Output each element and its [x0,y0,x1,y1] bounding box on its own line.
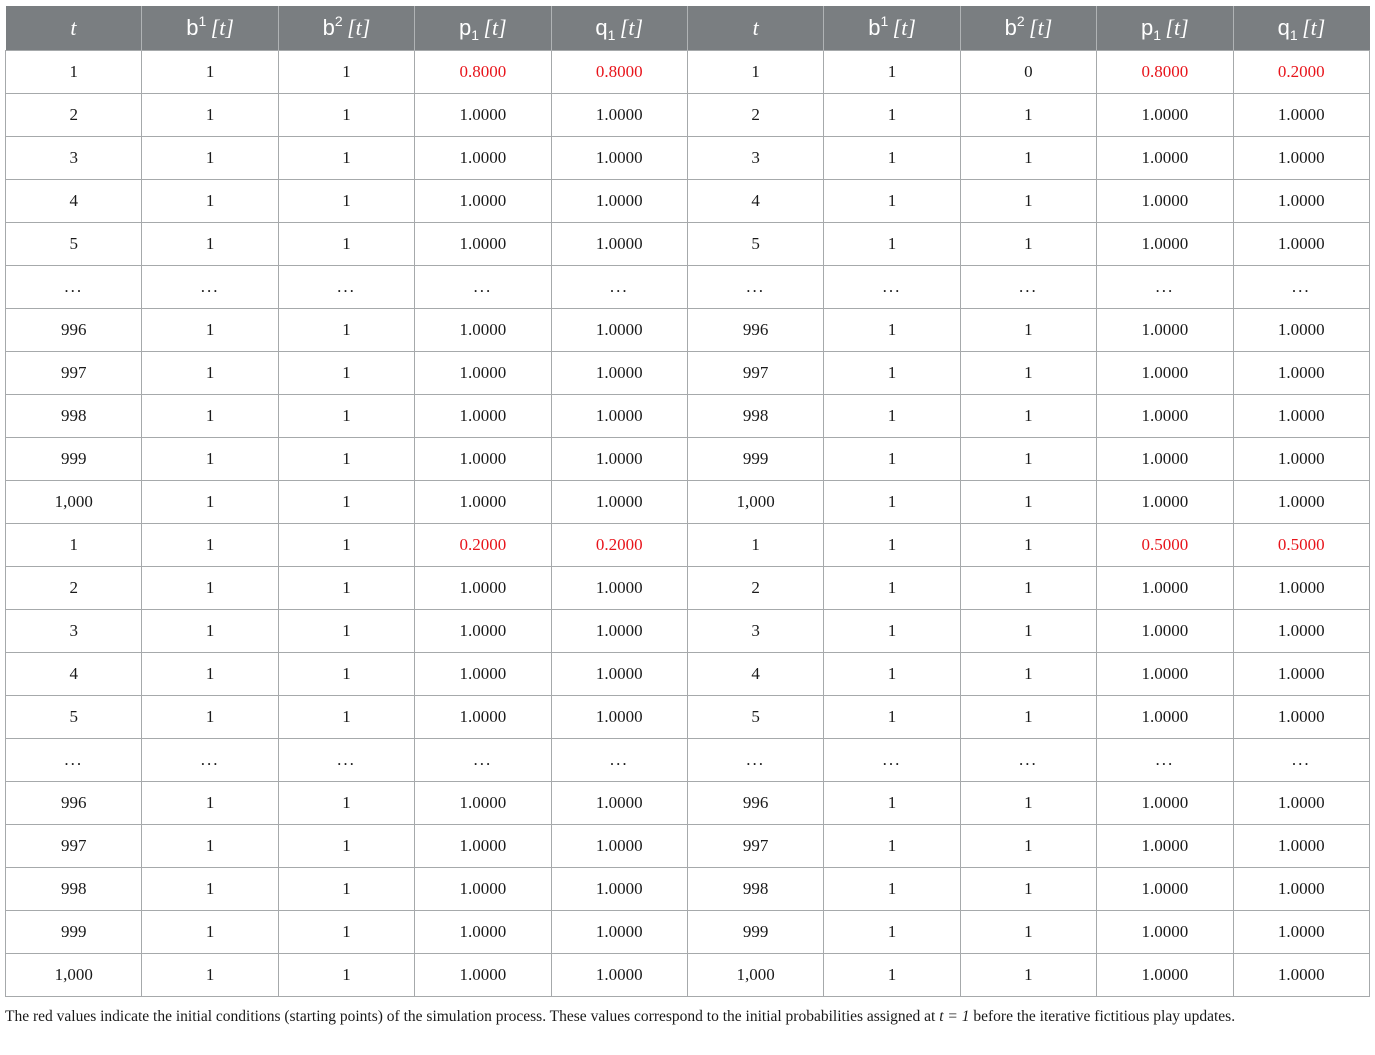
table-cell: ... [415,739,551,782]
table-container [5,6,1370,997]
table-cell: 1.0000 [1097,653,1233,696]
table-cell: 1 [142,395,278,438]
header-superscript: 1 [880,13,889,29]
table-cell: 1 [960,94,1096,137]
table-cell: 1.0000 [1233,653,1369,696]
table-cell: 0.2000 [1233,51,1369,94]
table-cell: ... [960,266,1096,309]
table-cell: 1 [278,223,414,266]
header-symbol: q [1277,15,1290,40]
table-cell: 1,000 [687,954,823,997]
table-cell: 1.0000 [1233,309,1369,352]
table-cell: 1.0000 [551,223,687,266]
table-cell: 1.0000 [1233,782,1369,825]
table-cell: ... [142,739,278,782]
table-cell: 5 [687,223,823,266]
table-cell: 996 [687,309,823,352]
table-cell: 4 [687,180,823,223]
table-cell: 1.0000 [1097,825,1233,868]
table-cell: 998 [687,868,823,911]
table-cell: 1 [278,954,414,997]
table-cell: 1 [824,696,960,739]
header-symbol: b [1004,15,1017,40]
table-cell: 1.0000 [415,481,551,524]
header-subscript: 1 [607,27,616,43]
table-cell: 1 [142,954,278,997]
header-symbol: p [459,15,472,40]
table-cell: 1.0000 [1097,954,1233,997]
table-cell: 1 [824,782,960,825]
table-cell: 1.0000 [551,352,687,395]
table-row [6,524,1370,567]
table-cell: 1 [142,653,278,696]
table-cell: 1 [960,137,1096,180]
table-cell: 1.0000 [415,610,551,653]
table-cell: 5 [6,223,142,266]
table-row [6,696,1370,739]
table-cell: 1 [142,223,278,266]
table-cell: 0.8000 [415,51,551,94]
footnote-math: t = 1 [939,1008,970,1025]
table-cell: 1,000 [687,481,823,524]
table-cell: 1 [960,481,1096,524]
table-cell: 1 [278,868,414,911]
table-cell: 1 [824,911,960,954]
header-superscript: 1 [198,13,207,29]
table-row [6,51,1370,94]
table-cell: 5 [687,696,823,739]
header-subscript: 1 [1289,27,1298,43]
table-cell: 1 [278,51,414,94]
column-header [142,6,278,51]
table-cell: 1 [142,309,278,352]
table-row [6,782,1370,825]
table-cell: 1 [278,610,414,653]
table-cell: ... [960,739,1096,782]
table-cell: 1.0000 [415,782,551,825]
table-cell: 1 [278,782,414,825]
table-cell: 996 [6,782,142,825]
header-symbol: b [322,15,335,40]
table-cell: 1.0000 [1097,137,1233,180]
table-cell: 996 [687,782,823,825]
table-cell: 0.8000 [551,51,687,94]
table-cell: 0.2000 [415,524,551,567]
simulation-table [5,6,1370,997]
table-cell: 1 [960,180,1096,223]
table-cell: 1 [960,610,1096,653]
table-cell: 1.0000 [1233,481,1369,524]
table-cell: 1 [824,395,960,438]
table-cell: 1.0000 [415,94,551,137]
table-cell: 1.0000 [551,137,687,180]
table-cell: 1.0000 [1097,309,1233,352]
table-cell: 1.0000 [415,223,551,266]
table-cell: 4 [6,180,142,223]
table-cell: 1.0000 [1233,395,1369,438]
table-cell: 1 [960,567,1096,610]
table-cell: 1.0000 [1233,954,1369,997]
table-cell: 1 [960,954,1096,997]
table-cell: 1 [142,51,278,94]
table-cell: 1.0000 [1097,610,1233,653]
table-cell: 3 [687,137,823,180]
header-argument: [t] [892,15,916,40]
table-cell: 1.0000 [1233,137,1369,180]
table-cell: 1.0000 [1097,352,1233,395]
table-cell: 999 [687,438,823,481]
table-cell: ... [824,266,960,309]
table-cell: 1 [278,94,414,137]
table-cell: 1 [824,567,960,610]
table-cell: 1.0000 [1097,180,1233,223]
table-cell: 1 [824,137,960,180]
table-cell: 1.0000 [551,868,687,911]
table-cell: 1 [960,868,1096,911]
table-row [6,653,1370,696]
table-cell: 1.0000 [551,481,687,524]
table-cell: 1.0000 [415,567,551,610]
table-cell: 1.0000 [1097,696,1233,739]
table-cell: 1 [824,653,960,696]
table-cell: 1.0000 [1233,223,1369,266]
table-cell: 1.0000 [415,309,551,352]
table-cell: 1.0000 [1233,352,1369,395]
table-cell: 1.0000 [551,438,687,481]
table-cell: 1.0000 [1233,438,1369,481]
table-cell: 997 [6,825,142,868]
column-header [1233,6,1369,51]
table-row [6,868,1370,911]
table-cell: 1.0000 [1233,180,1369,223]
table-cell: ... [824,739,960,782]
table-cell: ... [687,266,823,309]
table-cell: 1.0000 [415,137,551,180]
table-cell: 1.0000 [1097,481,1233,524]
table-row [6,567,1370,610]
table-cell: ... [551,739,687,782]
table-cell: 1.0000 [415,696,551,739]
table-cell: 1 [278,524,414,567]
table-cell: ... [1233,266,1369,309]
table-cell: 1 [824,51,960,94]
table-cell: 1 [824,825,960,868]
table-row [6,610,1370,653]
header-argument: [t] [483,15,507,40]
header-argument: [t] [1302,15,1326,40]
table-cell: 1.0000 [1097,395,1233,438]
table-cell: 1 [278,438,414,481]
table-cell: 1.0000 [1233,94,1369,137]
table-cell: 2 [687,94,823,137]
table-cell: 999 [6,438,142,481]
table-cell: 1.0000 [415,653,551,696]
table-cell: 1.0000 [551,825,687,868]
table-cell: 1 [278,180,414,223]
table-row [6,395,1370,438]
table-cell: 1.0000 [551,180,687,223]
table-cell: 1 [824,481,960,524]
header-row [6,6,1370,51]
column-header [6,6,142,51]
table-cell: 1.0000 [1233,567,1369,610]
table-cell: 1 [142,567,278,610]
table-cell: 1 [960,911,1096,954]
column-header [687,6,823,51]
table-cell: 1.0000 [415,395,551,438]
header-argument: [t] [1029,15,1053,40]
table-cell: 1 [142,180,278,223]
table-cell: 1 [960,309,1096,352]
table-cell: 1.0000 [415,352,551,395]
table-cell: 1 [142,481,278,524]
table-cell: 1 [142,696,278,739]
table-cell: ... [278,266,414,309]
table-cell: 1 [278,567,414,610]
table-cell: 1 [278,911,414,954]
table-cell: 1.0000 [415,868,551,911]
table-cell: 999 [687,911,823,954]
table-cell: ... [278,739,414,782]
table-row [6,739,1370,782]
table-cell: 1.0000 [551,653,687,696]
table-cell: 1 [824,524,960,567]
table-cell: 0 [960,51,1096,94]
table-cell: 1 [6,524,142,567]
table-cell: 998 [6,868,142,911]
table-body [6,51,1370,997]
table-row [6,266,1370,309]
table-cell: 1,000 [6,954,142,997]
table-cell: 1 [278,481,414,524]
footnote-text-before: The red values indicate the initial conditions (starting points) of the simulation process. These values correspond to the initial probabilities assigned at [5,1008,940,1025]
table-cell: 1 [960,223,1096,266]
table-cell: 4 [6,653,142,696]
table-row [6,352,1370,395]
table-cell: 0.5000 [1233,524,1369,567]
table-cell: 1 [278,309,414,352]
table-cell: 998 [687,395,823,438]
column-header [1097,6,1233,51]
table-cell: 1 [142,610,278,653]
table-cell: ... [1097,266,1233,309]
table-cell: ... [687,739,823,782]
table-cell: 2 [687,567,823,610]
table-cell: 1.0000 [1233,696,1369,739]
table-cell: 1 [960,825,1096,868]
header-symbol: b [186,15,199,40]
table-cell: ... [551,266,687,309]
table-cell: ... [1233,739,1369,782]
table-cell: 1 [687,51,823,94]
table-cell: ... [1097,739,1233,782]
table-row [6,825,1370,868]
table-cell: 1,000 [6,481,142,524]
table-cell: 1.0000 [551,567,687,610]
footnote-text-after: before the iterative fictitious play updates. [969,1008,1236,1025]
table-cell: 1.0000 [551,94,687,137]
table-cell: ... [142,266,278,309]
header-superscript: 2 [334,13,343,29]
table-cell: 1.0000 [1233,825,1369,868]
table-cell: 1.0000 [415,825,551,868]
column-header [551,6,687,51]
table-cell: 1.0000 [415,954,551,997]
table-cell: 1.0000 [551,696,687,739]
table-cell: 3 [687,610,823,653]
header-argument: t [752,15,759,40]
table-cell: 1 [142,911,278,954]
table-cell: 1.0000 [551,309,687,352]
table-cell: 1.0000 [1097,223,1233,266]
header-superscript: 2 [1016,13,1025,29]
table-cell: 1 [824,309,960,352]
table-cell: 1 [960,395,1096,438]
table-cell: ... [6,739,142,782]
table-cell: 997 [6,352,142,395]
header-symbol: q [595,15,608,40]
table-row [6,137,1370,180]
table-cell: 1 [960,653,1096,696]
table-cell: 3 [6,137,142,180]
table-cell: 1.0000 [415,180,551,223]
table-cell: 2 [6,94,142,137]
table-cell: 1 [142,782,278,825]
table-cell: 0.8000 [1097,51,1233,94]
table-cell: 1 [824,438,960,481]
table-cell: 1 [824,94,960,137]
table-cell: 1.0000 [1097,438,1233,481]
table-cell: 1 [960,352,1096,395]
table-cell: 1.0000 [551,782,687,825]
table-cell: 1 [960,524,1096,567]
table-cell: 1 [142,137,278,180]
table-cell: 1.0000 [551,911,687,954]
table-cell: 996 [6,309,142,352]
header-argument: [t] [210,15,234,40]
table-cell: 1 [824,868,960,911]
table-cell: 4 [687,653,823,696]
table-cell: 1 [824,223,960,266]
header-subscript: 1 [471,27,480,43]
table-row [6,223,1370,266]
header-symbol: p [1140,15,1154,40]
table-row [6,94,1370,137]
table-cell: 1 [142,524,278,567]
table-cell: 998 [6,395,142,438]
table-cell: 1.0000 [551,395,687,438]
table-cell: 1 [142,868,278,911]
table-cell: 1 [278,825,414,868]
table-cell: 1 [278,653,414,696]
table-cell: 1 [824,352,960,395]
table-cell: 1 [6,51,142,94]
table-cell: 1.0000 [1233,911,1369,954]
table-cell: 1.0000 [415,911,551,954]
table-row [6,309,1370,352]
table-cell: 997 [687,352,823,395]
column-header [824,6,960,51]
column-header [415,6,551,51]
column-header [960,6,1096,51]
table-cell: 1 [824,610,960,653]
table-cell: 1 [687,524,823,567]
header-symbol: b [868,15,881,40]
table-cell: ... [6,266,142,309]
table-row [6,438,1370,481]
header-argument: [t] [347,15,371,40]
table-cell: 1.0000 [1097,94,1233,137]
table-cell: 1.0000 [1097,868,1233,911]
header-argument: [t] [619,15,644,40]
table-cell: 1.0000 [1233,868,1369,911]
table-cell: 1.0000 [1097,911,1233,954]
table-cell: 0.2000 [551,524,687,567]
table-cell: 3 [6,610,142,653]
table-cell: ... [415,266,551,309]
table-cell: 1 [278,352,414,395]
table-cell: 1 [824,180,960,223]
table-cell: 1.0000 [1097,782,1233,825]
table-cell: 1 [824,954,960,997]
table-row [6,180,1370,223]
header-argument: t [70,15,77,40]
table-row [6,481,1370,524]
table-row [6,911,1370,954]
table-footnote [5,1004,1370,1029]
table-cell: 999 [6,911,142,954]
table-cell: 5 [6,696,142,739]
column-header [278,6,414,51]
table-cell: 1 [960,782,1096,825]
table-cell: 1.0000 [415,438,551,481]
table-cell: 1 [960,438,1096,481]
table-cell: 0.5000 [1097,524,1233,567]
header-argument: [t] [1165,15,1189,40]
table-row [6,954,1370,997]
header-subscript: 1 [1153,27,1162,43]
table-cell: 1 [278,137,414,180]
table-header [6,6,1370,51]
table-cell: 1 [142,825,278,868]
table-cell: 1.0000 [551,610,687,653]
table-cell: 997 [687,825,823,868]
table-cell: 2 [6,567,142,610]
table-cell: 1 [960,696,1096,739]
table-cell: 1 [142,438,278,481]
table-cell: 1 [278,696,414,739]
table-cell: 1 [142,352,278,395]
table-cell: 1 [278,395,414,438]
table-cell: 1.0000 [551,954,687,997]
table-cell: 1.0000 [1097,567,1233,610]
table-cell: 1 [142,94,278,137]
table-cell: 1.0000 [1233,610,1369,653]
